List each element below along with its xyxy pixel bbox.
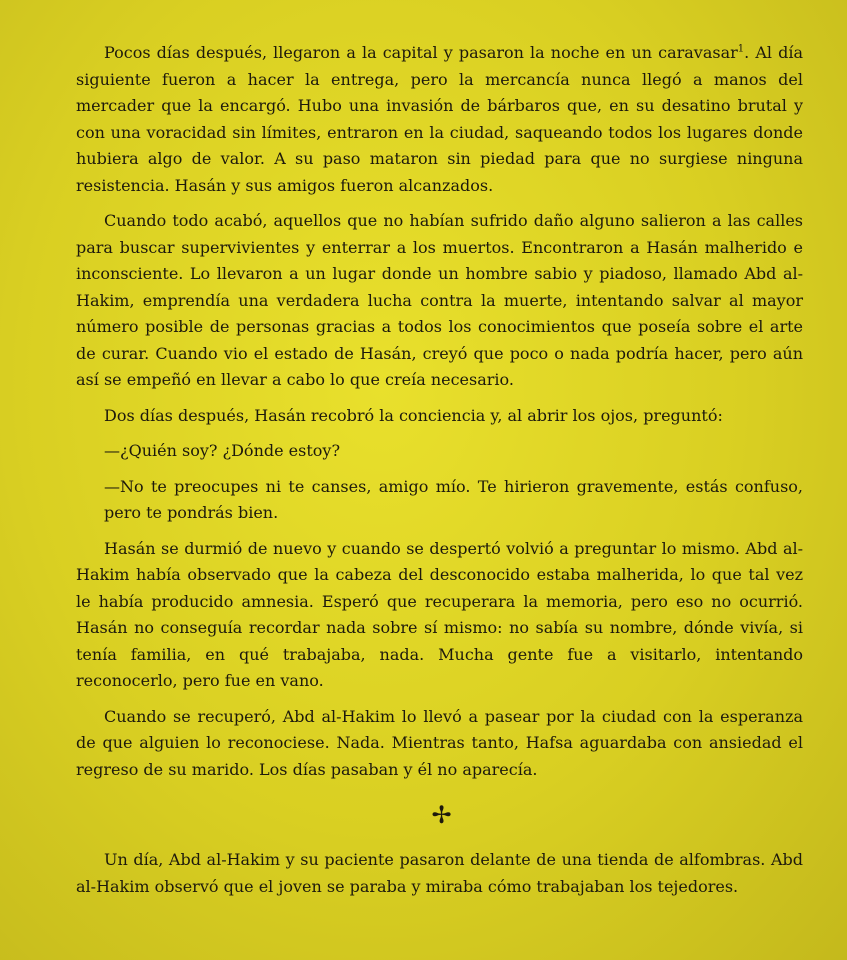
paragraph-search: Cuando se recuperó, Abd al-Hakim lo llevó a pasear por la ciudad con la esperanza de que alguien lo reconociese. Nada. Mientras tanto, Hafsa aguardaba con ansiedad el regreso de su marido. Los días pasaban y él no aparecía. — [76, 706, 803, 779]
paragraph-awakening: Dos días después, Hasán recobró la conciencia y, al abrir los ojos, preguntó: — [104, 405, 723, 425]
paragraph-rescue: Cuando todo acabó, aquellos que no habían sufrido daño alguno salieron a las calles para buscar supervivientes y enterrar a los muertos. Encontraron a Hasán malherido e inconsciente. Lo llevaron a un lugar donde un hombre sabio y piadoso, llamado Abd al-Hakim, emprendía una verdadera lucha contra la muerte, intentando salvar al mayor número posible de personas gracias a todos los conocimientos que poseía sobre el arte de curar. Cuando vio el estado de Hasán, creyó que poco o nada podría hacer, pero aún así se empeñó en llevar a cabo lo que creía necesario. — [76, 211, 803, 389]
paragraph-caravasar: Pocos días después, llegaron a la capital y pasaron la noche en un caravasar$^1$. Al día siguiente fueron a hacer la entrega, pero la mercancía nunca llegó a manos del mercader que la encargó. Hubo una invasión de bárbaros que, en su desatino brutal y con una voracidad sin límites, entraron en la ciudad, saqueando todos los lugares donde hubiera algo de valor. A su paso mataron sin piedad para que no surgiese ninguna resistencia. Hasán y sus amigos fueron alcanzados. — [76, 43, 804, 195]
footnote-marker[interactable]: 1 — [737, 43, 745, 55]
paragraph-amnesia: Hasán se durmió de nuevo y cuando se despertó volvió a preguntar lo mismo. Abd al-Hakim había observado que la cabeza del desconocido estaba malherida, lo que tal vez le había producido amnesia. Esperó que recuperara la memoria, pero eso no ocurrió. Hasán no conseguía recordar nada sobre sí mismo: no sabía su nombre, dónde vivía, si tenía familia, en qué trabajaba, nada. Mucha gente fue a visitarlo, intentando reconocerlo, pero fue en vano. — [76, 538, 803, 690]
dialogue-question: —¿Quién soy? ¿Dónde estoy? — [104, 441, 341, 460]
paragraph-carpet-shop: Un día, Abd al-Hakim y su paciente pasaron delante de una tienda de alfombras. Abd al-Hakim observó que el joven se paraba y miraba cómo trabajaban los tejedores. — [76, 850, 803, 896]
dialogue-answer: —No te preocupes ni te canses, amigo mío. Te hirieron gravemente, estás confuso, pero te pondrás bien. — [104, 476, 803, 522]
section-break-ornament-icon: ✢ — [431, 801, 452, 829]
